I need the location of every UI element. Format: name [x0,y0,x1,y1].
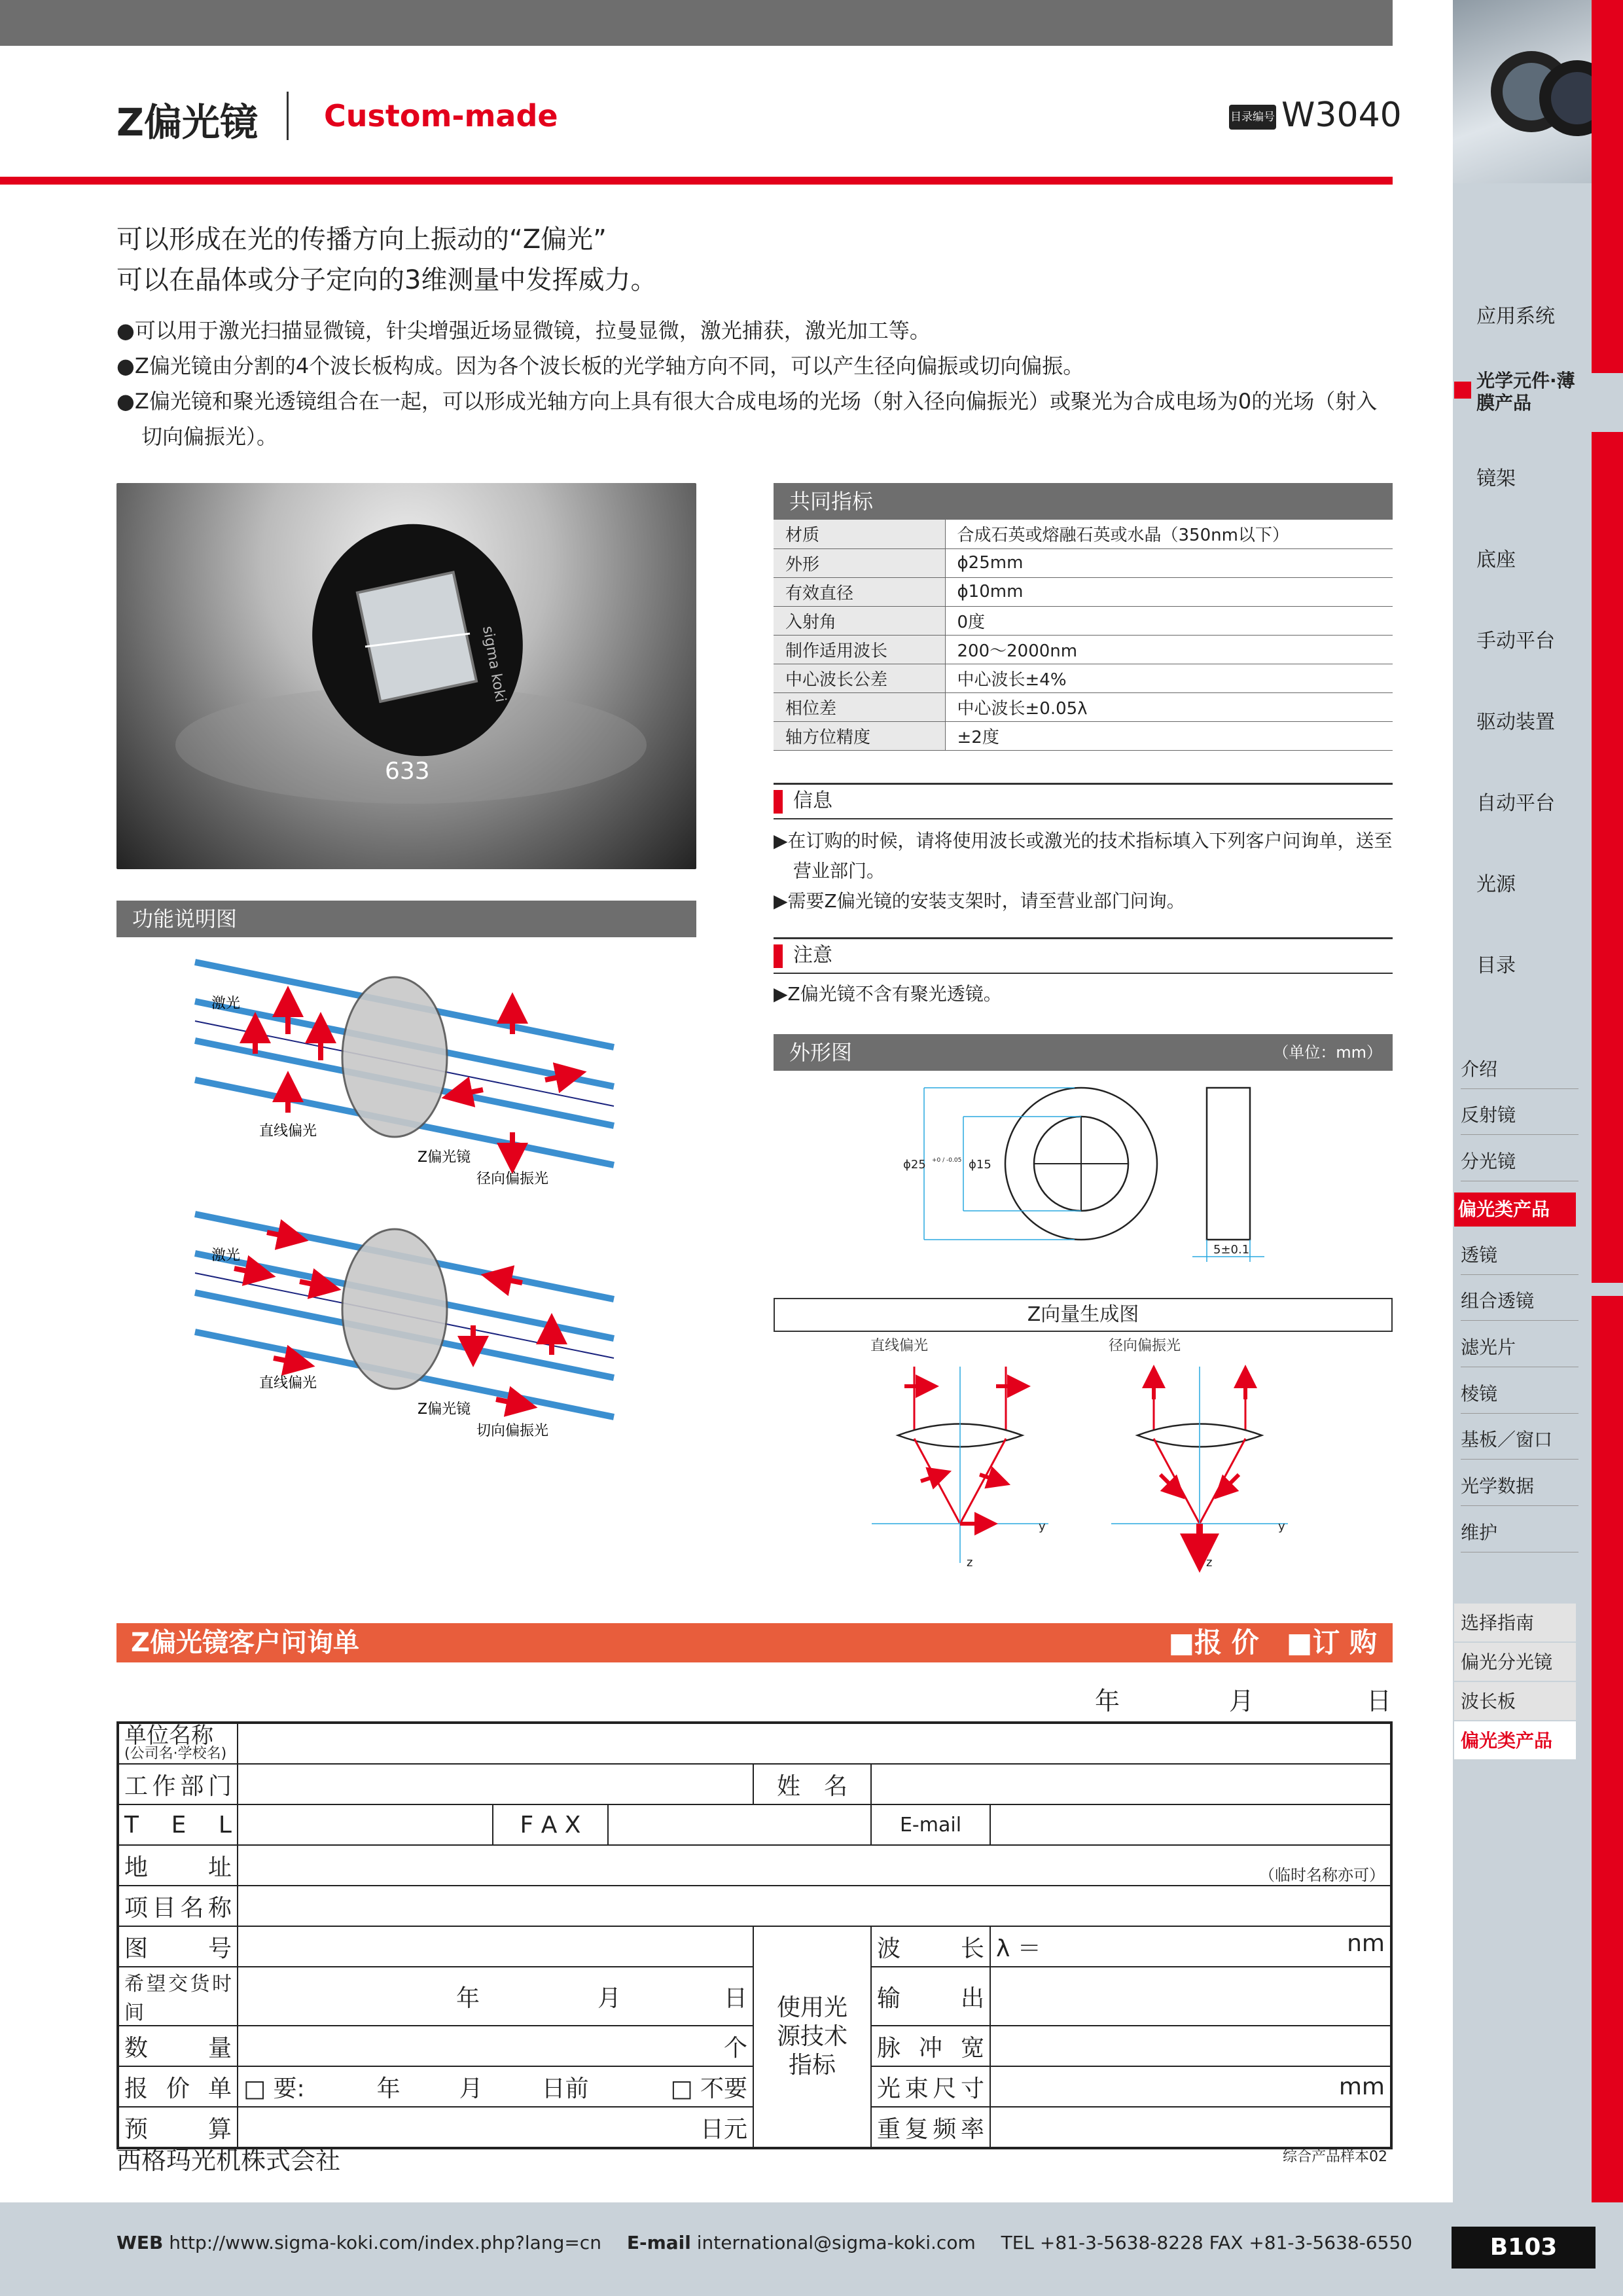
table-row [118,1804,1391,1845]
page-number: B103 [1452,2227,1596,2269]
note-heading: 注意 [774,937,1393,974]
company-name: 西格玛光机株式会社 [116,2146,341,2175]
name-field[interactable] [871,1764,1391,1804]
delivery-day: 日 [723,1984,747,2012]
table-row [774,635,1393,664]
date-year: 年 [1095,1687,1120,1715]
nav-sub-mirrors[interactable]: 反射镜 [1461,1096,1578,1135]
table-row [118,1723,1391,1764]
rep-rate-label: 重复频率 [871,2107,990,2147]
pulse-label: 脉 冲 宽 [871,2026,990,2066]
budget-label: 预 算 [118,2107,238,2147]
spec-value: 0度 [945,606,1393,635]
qty-unit: 个 [723,2034,747,2062]
wavelength-lambda: λ ＝ [996,1935,1041,1962]
nav-active-marker [1454,382,1471,399]
nav-applications[interactable]: 应用系统 [1476,305,1555,328]
photo-wavelength-label: 633 [385,758,430,785]
phone-fax: TEL +81-3-5638-8228 FAX +81-3-5638-6550 [1001,2232,1413,2253]
inquiry-table [118,1723,1391,2148]
feature-item: ●可以用于激光扫描显微镜，针尖增强近场显微镜，拉曼显微，激光捕获，激光加工等。 [116,318,931,343]
budget-unit: 日元 [700,2115,747,2143]
nav-sub-optical-data[interactable]: 光学数据 [1461,1467,1578,1506]
spec-value: 合成石英或熔融石英或水晶（350nm以下） [945,520,1393,548]
tel-field[interactable] [238,1804,493,1845]
spec-key: 中心波长公差 [774,664,945,692]
nav-sub-prisms[interactable]: 棱镜 [1461,1374,1578,1414]
custom-made-label: Custom-made [324,98,558,134]
table-row [774,692,1393,721]
rep-rate-field[interactable] [990,2107,1391,2147]
quote-no-checkbox[interactable]: □ 不要 [670,2075,747,2102]
nav-manual-stages[interactable]: 手动平台 [1476,630,1555,653]
label-linear: 直线偏光 [259,1375,317,1391]
quote-order-options: ■报 价 ■订 购 [1168,1626,1377,1659]
wavelength-unit: nm [1347,1929,1385,1957]
zvec-left-label: 直线偏光 [870,1338,929,1354]
spec-key: 材质 [774,520,945,548]
note-list [774,979,1393,1009]
nav-mounts[interactable]: 镜架 [1476,467,1516,490]
company-sublabel: (公司名·学校名) [124,1746,227,1762]
feature-item: ●Z偏光镜和聚光透镜组合在一起，可以形成光轴方向上具有很大合成电场的光场（射入径向偏振光）或聚光为合成电场为0的光场（射入切向偏振光）。 [116,389,1378,449]
label-radial: 径向偏振光 [476,1171,549,1187]
delivery-field[interactable] [238,1967,753,2026]
function-diagram-svg [116,942,696,1466]
delivery-label: 希望交货时间 [118,1967,238,2026]
label-laser: 激光 [211,1247,241,1264]
light-source-label: 使用光源技术指标 [753,1926,871,2147]
delivery-year: 年 [456,1984,480,2012]
tel-label: T E L [118,1804,238,1845]
spec-key: 制作适用波长 [774,635,945,664]
table-row [118,1845,1391,1886]
wavelength-field[interactable] [990,1926,1391,1967]
spec-value: 中心波长±4% [945,664,1393,692]
nav-sub-compound-lenses[interactable]: 组合透镜 [1461,1282,1578,1321]
dept-label: 工作部门 [118,1764,238,1804]
lead-text [116,219,656,300]
nav-motorized-stages[interactable]: 自动平台 [1476,792,1555,815]
quote-need-checkbox[interactable]: □ 要: [243,2075,305,2102]
fax-label: F A X [493,1804,608,1845]
zvec-right-label: 径向偏振光 [1109,1338,1181,1354]
table-row [774,721,1393,750]
delivery-month: 月 [597,1984,622,2012]
axis-z: z [1206,1556,1213,1570]
pulse-field[interactable] [990,2026,1391,2066]
zvector-diagram [774,1334,1393,1576]
email-field[interactable] [990,1804,1391,1845]
qty-field[interactable] [238,2026,753,2066]
nav-guide-polarization[interactable]: 偏光类产品 [1454,1721,1576,1761]
feature-item: ●Z偏光镜由分割的4个波长板构成。因为各个波长板的光学轴方向不同，可以产生径向偏振或切向偏振。 [116,353,1084,378]
beam-field[interactable] [990,2066,1391,2107]
zvec-radial [1111,1367,1288,1570]
company-field[interactable] [238,1723,1391,1764]
spec-table [774,483,1393,751]
side-red-strip [1592,432,1623,1283]
nav-guide-selection[interactable]: 选择指南 [1454,1604,1576,1643]
nav-optics-thin-film[interactable]: 光学元件·薄膜产品 [1476,370,1575,414]
spec-rows [774,520,1393,751]
quote-month: 月 [459,2075,483,2102]
label-zpol: Z偏光镜 [418,1401,471,1418]
dept-field[interactable] [238,1764,753,1804]
nav-catalog[interactable]: 目录 [1476,954,1516,977]
footer-contact [116,2232,1412,2253]
nav-actuators[interactable]: 驱动装置 [1476,711,1555,734]
axis-y: y [1039,1520,1046,1534]
inquiry-form-title: Z偏光镜客户问询单 [131,1628,360,1658]
note-item: ▶Z偏光镜不含有聚光透镜。 [774,983,1002,1005]
spec-value: ϕ25mm [945,548,1393,577]
zvector-heading: Z向量生成图 [774,1298,1393,1332]
table-row [774,548,1393,577]
dimension-drawing [774,1034,1393,1071]
address-label: 地 址 [118,1845,238,1886]
info-item: ▶在订购的时候，请将使用波长或激光的技术指标填入下列客户问询单，送至营业部门。 [774,830,1393,882]
dimension-svg [774,1080,1393,1276]
page-card-corner [1393,0,1453,2202]
dim-inner: ϕ15 [969,1158,991,1172]
spec-value: ±2度 [945,721,1393,750]
web-label: WEB [116,2232,164,2253]
web-link[interactable]: http://www.sigma-koki.com/index.php?lang=cn [169,2232,601,2253]
label-tangential: 切向偏振光 [476,1423,549,1439]
inquiry-form-header [116,1623,1393,1662]
inquiry-form [116,1721,1393,2149]
email-label-footer: E-mail [626,2232,691,2253]
name-label: 姓 名 [753,1764,871,1804]
nav-light-sources[interactable]: 光源 [1476,873,1516,896]
spec-key: 入射角 [774,606,945,635]
drawing-label: 图 号 [118,1926,238,1967]
nav-guide-pbs[interactable]: 偏光分光镜 [1454,1643,1576,1682]
spec-value: 200～2000nm [945,635,1393,664]
date-month: 月 [1229,1687,1255,1715]
form-date [116,1681,1393,1713]
nav-sub-beamsplitters[interactable]: 分光镜 [1461,1142,1578,1181]
zvec-linear [872,1367,1048,1570]
quote-before: 日前 [541,2075,589,2102]
axis-z: z [967,1556,973,1570]
table-row [774,606,1393,635]
qty-label: 数 量 [118,2026,238,2066]
lead-line: 可以在晶体或分子定向的3维测量中发挥威力。 [116,265,657,295]
label-laser: 激光 [211,996,241,1012]
function-diagram [116,901,696,937]
table-row [118,1886,1391,1926]
title-divider [287,92,289,140]
product-photo [116,483,696,869]
company-label [118,1723,238,1764]
nav-sub-maintenance[interactable]: 维护 [1461,1513,1578,1552]
feature-list [116,313,1393,454]
table-row [118,1926,1391,1967]
quote-year: 年 [376,2075,401,2102]
project-label: 项目名称 [118,1886,238,1926]
axis-y: y [1278,1520,1285,1534]
quote-label: 报 价 单 [118,2066,238,2107]
nav-guide-waveplates[interactable]: 波长板 [1454,1682,1576,1721]
email-link[interactable]: international@sigma-koki.com [696,2232,976,2253]
catalog-badge: 目录编号 [1229,105,1276,130]
beam-unit: mm [1338,2073,1385,2100]
date-day: 日 [1366,1687,1392,1715]
table-row [774,577,1393,606]
photo-brand-label: sigma koki [479,624,509,704]
address-field[interactable] [238,1845,1391,1886]
spec-key: 轴方位精度 [774,721,945,750]
fax-field[interactable] [608,1804,871,1845]
catalog-number: W3040 [1281,96,1402,135]
dimension-heading [774,1034,1393,1071]
nav-bases[interactable]: 底座 [1476,548,1516,571]
nav-sub-intro[interactable]: 介绍 [1461,1050,1578,1089]
side-red-strip [1592,0,1623,373]
function-diagram-heading: 功能说明图 [116,901,696,937]
dim-tolerance: +0 / -0.05 [932,1157,962,1164]
spec-table-heading: 共同指标 [774,483,1393,520]
quote-field[interactable] [238,2066,753,2107]
info-heading: 信息 [774,783,1393,819]
top-bar [0,0,1393,46]
drawing-field[interactable] [238,1926,753,1967]
nav-sub-polarization[interactable]: 偏光类产品 [1454,1193,1576,1227]
thumbnail-lens-image [1453,0,1592,183]
email-label: E-mail [871,1804,990,1845]
page-title: Z偏光镜 [116,100,259,145]
nav-sub-substrates[interactable]: 基板／窗口 [1461,1420,1578,1460]
dimension-unit: （单位：mm） [1273,1043,1382,1062]
dim-thickness: 5±0.1 [1213,1243,1250,1257]
table-row [774,520,1393,548]
radial-diagram [195,962,614,1187]
spec-key: 有效直径 [774,577,945,606]
dim-outer: ϕ25 [903,1158,926,1172]
table-row [774,664,1393,692]
output-label: 输 出 [871,1967,990,2026]
catalog-edition: 综合产品样本02 [1283,2149,1387,2165]
spec-value: 中心波长±0.05λ [945,692,1393,721]
project-field[interactable] [238,1886,1391,1926]
info-list [774,826,1393,916]
address-note: （临时名称亦可） [1259,1866,1385,1884]
label-linear: 直线偏光 [259,1123,317,1139]
side-red-strip [1592,1296,1623,2202]
spec-key: 相位差 [774,692,945,721]
product-photo-illustration [116,483,696,869]
spec-value: ϕ10mm [945,577,1393,606]
header-rule [0,177,1393,185]
spec-key: 外形 [774,548,945,577]
product-thumbnail [1453,0,1592,183]
output-field[interactable] [990,1967,1391,2026]
beam-label: 光束尺寸 [871,2066,990,2107]
label-zpol: Z偏光镜 [418,1149,471,1166]
wavelength-label: 波 长 [871,1926,990,1967]
table-row [118,1764,1391,1804]
info-item: ▶需要Z偏光镜的安装支架时，请至营业部门问询。 [774,890,1185,912]
nav-sub-lenses[interactable]: 透镜 [1461,1236,1578,1275]
nav-sub-filters[interactable]: 滤光片 [1461,1328,1578,1367]
tangential-diagram [195,1214,614,1439]
lead-line: 可以形成在光的传播方向上振动的“Z偏光” [116,224,607,255]
dimension-title: 外形图 [789,1040,853,1065]
company-label-text: 单位名称 [124,1723,213,1749]
